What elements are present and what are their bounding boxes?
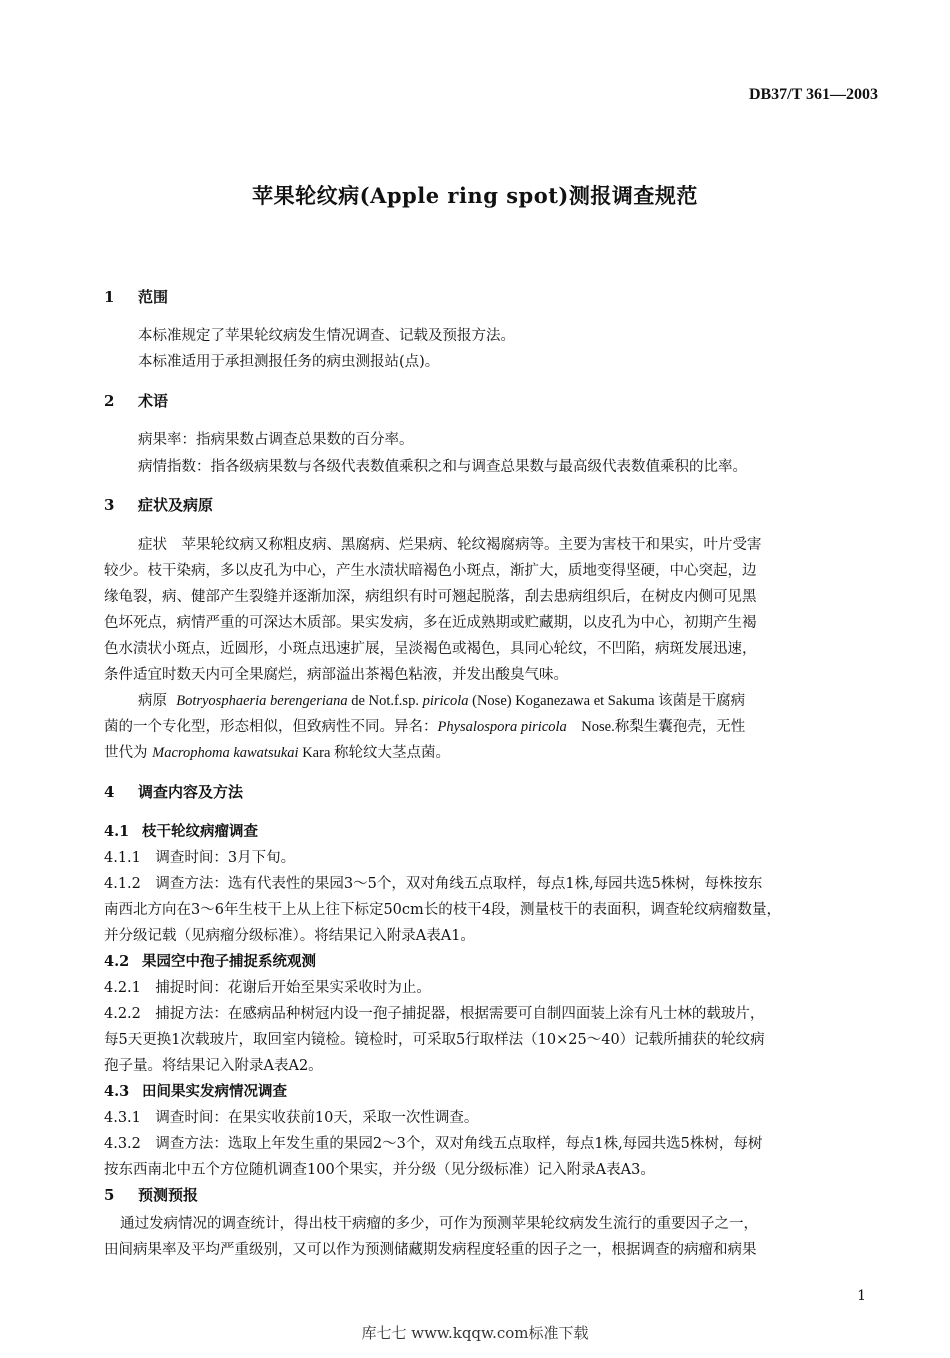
- symptom-line: 条件适宜时数天内可全果腐烂，病部溢出茶褐色粘液，并发出酸臭气味。: [104, 667, 568, 683]
- subsection-4-3-heading: [104, 1080, 287, 1101]
- paragraph-line: 病情指数：指各级病果数与各级代表数值乘积之和与调查总果数与最高级代表数值乘积的比率。: [138, 459, 747, 475]
- subsection-title: 果园空中孢子捕捉系统观测: [142, 953, 316, 970]
- subsection-4-1-heading: [104, 820, 258, 841]
- section-4-heading: [104, 781, 243, 802]
- section-title: 预测预报: [138, 1186, 199, 1204]
- scientific-name: Macrophoma kawatsukai: [152, 745, 299, 761]
- item-line: 4.3.2 调查方法：选取上年发生重的果园2～3个，双对角线五点取样，每点1株,每园共选5株树，每树: [104, 1136, 763, 1152]
- paragraph-line: 本标准规定了苹果轮纹病发生情况调查、记载及预报方法。: [138, 328, 515, 344]
- item-line: 4.2.2 捕捉方法：在感病品种树冠内设一孢子捕捉器，根据需要可自制四面装上涂有凡士林的载玻片，: [104, 1006, 765, 1022]
- pathogen-text: (Nose) Koganezawa et Sakuma 该菌是干腐病: [468, 693, 746, 709]
- section-number: 1: [104, 288, 115, 306]
- pathogen-line-2: [104, 715, 874, 736]
- item-line: 4.3.1 调查时间：在果实收获前10天，采取一次性调查。: [104, 1110, 479, 1126]
- paragraph-line: 通过发病情况的调查统计，得出枝干病瘤的多少，可作为预测苹果轮纹病发生流行的重要因子之一，: [120, 1216, 758, 1232]
- scientific-name: piricola: [422, 693, 469, 709]
- section-number: 4: [104, 783, 115, 801]
- section-number: 3: [104, 496, 115, 514]
- item-line: 每5天更换1次载玻片，取回室内镜检。镜检时，可采取5行取样法（10×25～40）记载所捕获的轮纹病: [104, 1032, 765, 1048]
- item-line: 并分级记载（见病瘤分级标准）。将结果记入附录A表A1。: [104, 928, 475, 944]
- item-line: 4.1.1 调查时间：3月下旬。: [104, 850, 296, 866]
- symptom-line: 色水渍状小斑点，近圆形，小斑点迅速扩展，呈淡褐色或褐色，具同心轮纹，不凹陷，病斑发展迅速，: [104, 641, 757, 657]
- symptom-line: 较少。枝干染病，多以皮孔为中心，产生水渍状暗褐色小斑点，渐扩大，质地变得坚硬，中心突起，边: [104, 563, 757, 579]
- pathogen-text: Nose.称梨生囊孢壳，无性: [566, 719, 746, 735]
- section-number: 2: [104, 392, 115, 410]
- item-line: 按东西南北中五个方位随机调查100个果实，并分级（见分级标准）记入附录A表A3。: [104, 1162, 655, 1178]
- section-title: 症状及病原: [138, 496, 214, 514]
- document-title: 苹果轮纹病(Apple ring spot)测报调查规范: [252, 183, 698, 208]
- section-title: 范围: [138, 288, 169, 306]
- pathogen-line-3: [104, 741, 874, 762]
- pathogen-text: Kara 称轮纹大茎点菌。: [298, 745, 450, 761]
- item-line: 4.1.2 调查方法：选有代表性的果园3～5个，双对角线五点取样，每点1株,每园共选5株树，每株按东: [104, 876, 763, 892]
- symptom-line: 缘龟裂，病、健部产生裂缝并逐渐加深，病组织有时可翘起脱落，刮去患病组织后，在树皮内侧可见黑: [104, 589, 757, 605]
- scientific-name: Botryosphaeria berengeriana: [176, 693, 348, 709]
- section-title: 调查内容及方法: [138, 783, 244, 801]
- section-number: 5: [104, 1186, 115, 1204]
- subsection-number: 4.2: [104, 953, 130, 970]
- subsection-4-2-heading: [104, 950, 316, 971]
- symptom-line: 色坏死点，病情严重的可深达木质部。果实发病，多在近成熟期或贮藏期，以皮孔为中心，初期产生褐: [104, 615, 757, 631]
- standard-code: DB37/T 361—2003: [748, 86, 878, 103]
- subsection-title: 田间果实发病情况调查: [142, 1083, 287, 1100]
- page-number: 1: [857, 1288, 866, 1304]
- scientific-name: Physalospora piricola: [437, 719, 567, 735]
- pathogen-text: de Not.f.sp.: [347, 693, 423, 709]
- pathogen-lead: 病原: [138, 693, 167, 709]
- section-3-heading: [104, 494, 213, 515]
- pathogen-line-1: [138, 689, 908, 710]
- subsection-number: 4.3: [104, 1083, 130, 1100]
- paragraph-line: 田间病果率及平均严重级别，又可以作为预测储藏期发病程度轻重的因子之一，根据调查的病瘤和病果: [104, 1242, 757, 1258]
- item-line: 孢子量。将结果记入附录A表A2。: [104, 1058, 323, 1074]
- section-title: 术语: [138, 392, 169, 410]
- paragraph-line: 本标准适用于承担测报任务的病虫测报站(点)。: [138, 354, 440, 370]
- section-1-heading: [104, 286, 168, 307]
- footer-watermark: 库七七 www.kqqw.com标准下载: [361, 1324, 589, 1342]
- pathogen-text: 世代为: [104, 745, 153, 761]
- subsection-title: 枝干轮纹病瘤调查: [142, 823, 258, 840]
- item-line: 南西北方向在3～6年生枝干上从上往下标定50cm长的枝干4段，测量枝干的表面积，调查轮纹病瘤数量，: [104, 902, 781, 918]
- symptom-line: 症状 苹果轮纹病又称粗皮病、黑腐病、烂果病、轮纹褐腐病等。主要为害枝干和果实，叶片受害: [138, 537, 762, 553]
- section-5-heading: [104, 1184, 198, 1205]
- subsection-number: 4.1: [104, 823, 130, 840]
- item-line: 4.2.1 捕捉时间：花谢后开始至果实采收时为止。: [104, 980, 431, 996]
- pathogen-text: 菌的一个专化型，形态相似，但致病性不同。异名：: [104, 719, 438, 735]
- paragraph-line: 病果率：指病果数占调查总果数的百分率。: [138, 432, 414, 448]
- section-2-heading: [104, 390, 168, 411]
